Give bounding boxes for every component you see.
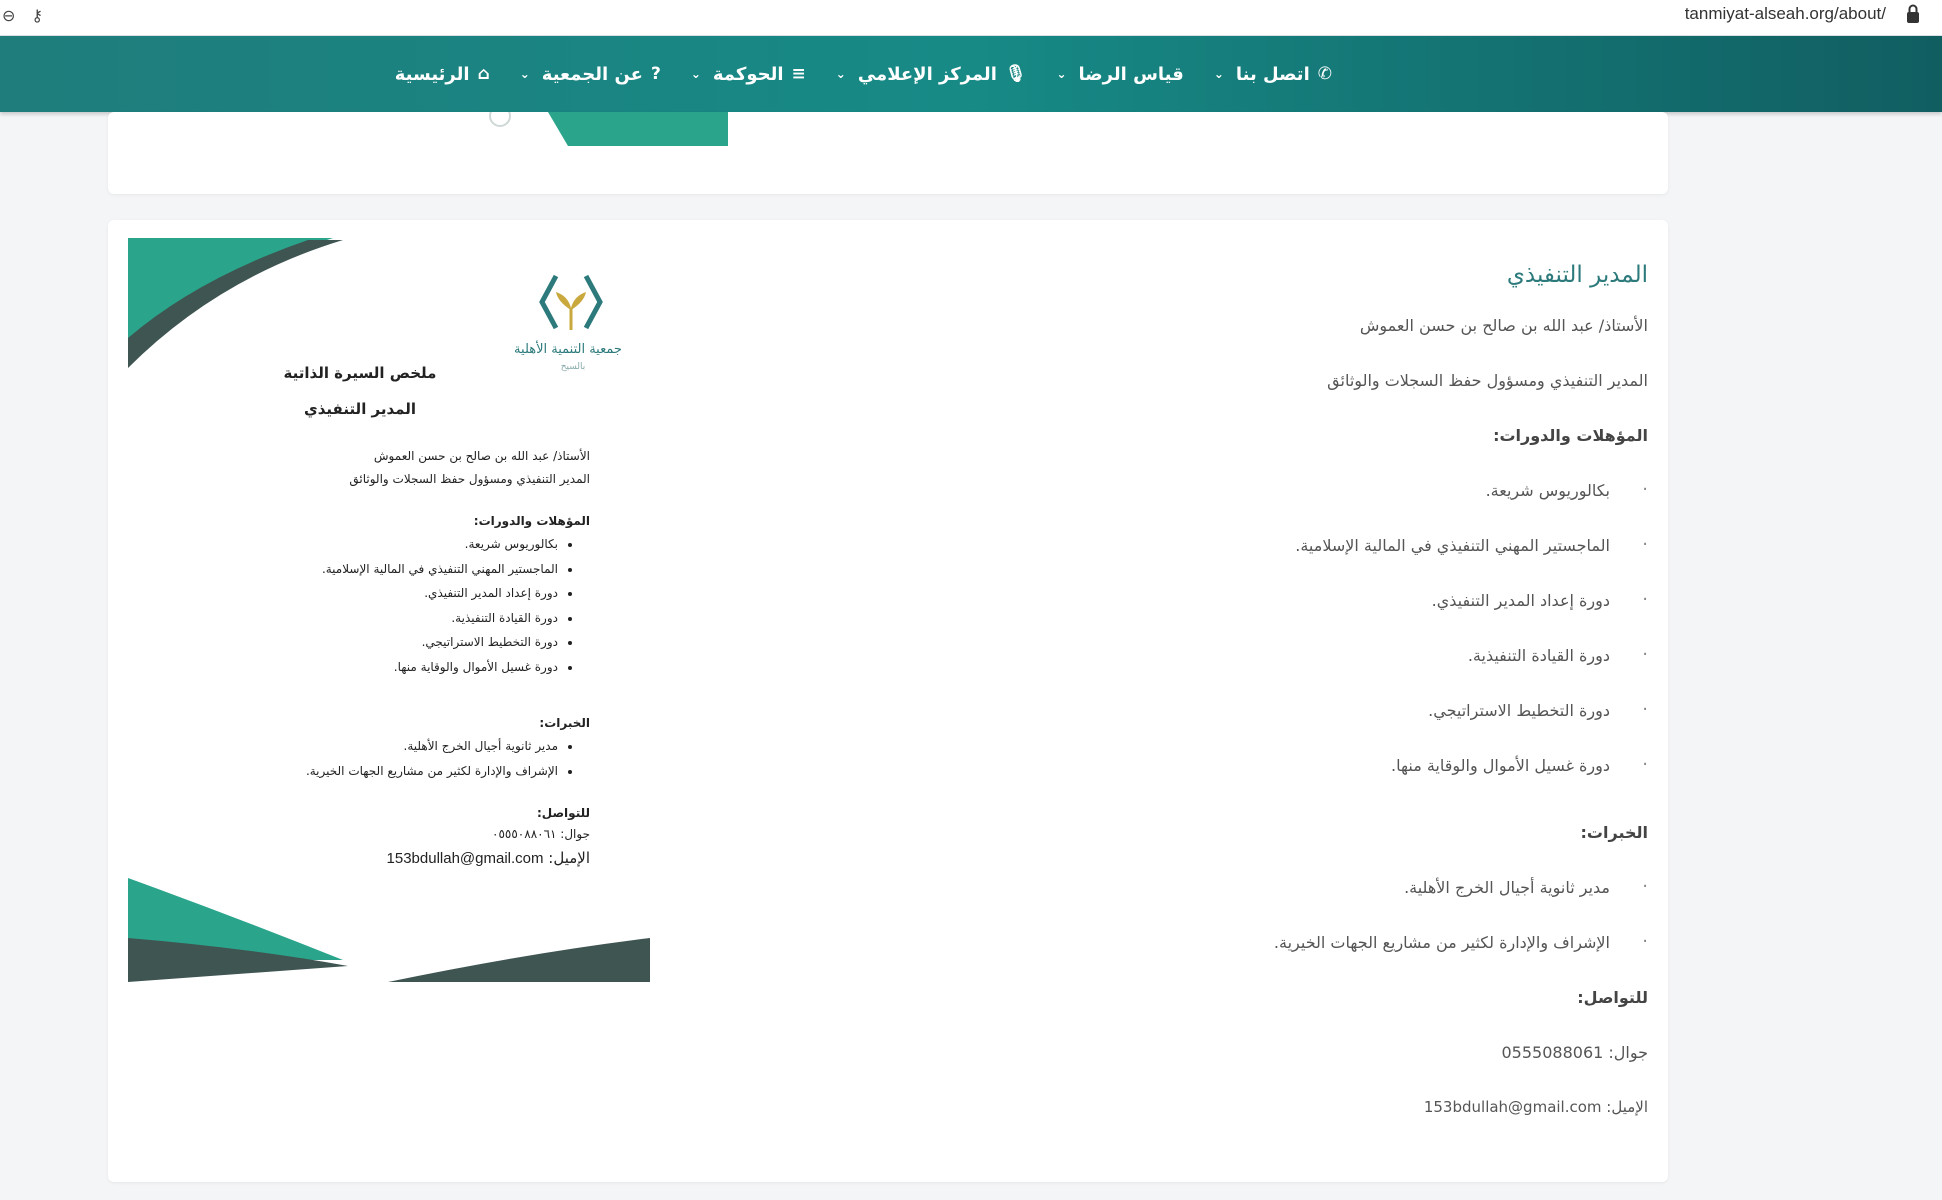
- contact-heading: للتواصل:: [1577, 988, 1648, 1007]
- list-item: • مدير ثانوية أجيال الخرج الأهلية.: [170, 734, 558, 759]
- nav-item-home[interactable]: [395, 64, 490, 85]
- nav-item-label: الرئيسية: [394, 63, 470, 85]
- resume-org-sub: بالسيح: [560, 362, 586, 372]
- main-navigation: [0, 36, 1942, 112]
- list-item: • الماجستير المهني التنفيذي في المالية الإسلامية.: [170, 557, 558, 582]
- executive-director-card: [108, 220, 1668, 1182]
- nav-item-label: اتصل بنا: [1235, 63, 1310, 85]
- browser-left-icons: [2, 6, 43, 25]
- list-item: • دورة التخطيط الاستراتيجي.: [170, 630, 558, 655]
- list-item: • دورة غسيل الأموال والوقاية منها.: [170, 655, 558, 680]
- qualifications-list: [788, 481, 1648, 775]
- nav-item-label: عن الجمعية: [541, 63, 643, 85]
- menu-icon: ≡: [791, 64, 806, 84]
- profile-title: المدير التنفيذي: [1506, 262, 1648, 288]
- profile-content: [788, 240, 1648, 1152]
- url-text[interactable]: tanmiyat-alseah.org/about/: [1684, 4, 1886, 23]
- resume-contact-heading: للتواصل:: [536, 806, 590, 820]
- chevron-down-icon: ⌄: [1056, 67, 1067, 81]
- chevron-down-icon: ⌄: [519, 67, 530, 81]
- profile-role: المدير التنفيذي ومسؤول حفظ السجلات والوثائق: [1327, 371, 1648, 390]
- resume-org-name: جمعية التنمية الأهلية: [514, 342, 622, 357]
- list-item: · الماجستير المهني التنفيذي في المالية الإسلامية.: [788, 536, 1648, 555]
- site-info-icon[interactable]: ⊖: [2, 6, 16, 25]
- previous-card: [108, 112, 1668, 194]
- resume-qual-heading: المؤهلات والدورات:: [473, 514, 590, 528]
- resume-heading-title: المدير التنفيذي: [303, 400, 417, 418]
- phone-icon: ✆: [1317, 64, 1332, 84]
- contact-email[interactable]: الإميل: 153bdullah@gmail.com: [1423, 1098, 1648, 1116]
- resume-name: الأستاذ/ عبد الله بن صالح بن حسن العموش: [373, 449, 590, 463]
- resume-mobile: جوال: ٠٥٥٥٠٨٨٠٦١: [492, 827, 590, 841]
- previous-image-fragment: [438, 112, 728, 146]
- chevron-down-icon: ⌄: [690, 67, 701, 81]
- list-item: · دورة القيادة التنفيذية.: [788, 646, 1648, 665]
- resume-email-line: [170, 846, 590, 871]
- experience-heading: الخبرات:: [1580, 823, 1648, 842]
- microphone-icon: 🎙: [1004, 64, 1027, 84]
- resume-image: [128, 238, 650, 982]
- list-item: · دورة غسيل الأموال والوقاية منها.: [788, 756, 1648, 775]
- list-item: • دورة القيادة التنفيذية.: [170, 606, 558, 631]
- list-item: • الإشراف والإدارة لكثير من مشاريع الجهات الخيرية.: [170, 759, 558, 784]
- nav-item-label: المركز الإعلامي: [857, 63, 997, 85]
- nav-item-media-center[interactable]: [836, 64, 1027, 85]
- list-item: · بكالوريوس شريعة.: [788, 481, 1648, 500]
- chevron-down-icon: ⌄: [835, 67, 846, 81]
- resume-heading-summary: ملخص السيرة الذاتية: [283, 364, 437, 382]
- qualifications-heading: المؤهلات والدورات:: [1493, 426, 1648, 445]
- nav-item-governance[interactable]: [691, 64, 806, 85]
- resume-exp-heading: الخبرات:: [539, 716, 590, 730]
- lock-icon: [1906, 4, 1920, 24]
- resume-role: المدير التنفيذي ومسؤول حفظ السجلات والوثائق: [349, 472, 590, 486]
- list-item: · دورة التخطيط الاستراتيجي.: [788, 701, 1648, 720]
- list-item: · الإشراف والإدارة لكثير من مشاريع الجهات الخيرية.: [788, 933, 1648, 952]
- home-icon: ⌂: [477, 64, 490, 84]
- nav-item-about[interactable]: [520, 64, 661, 85]
- list-item: · دورة إعداد المدير التنفيذي.: [788, 591, 1648, 610]
- nav-item-label: قياس الرضا: [1078, 63, 1184, 85]
- resume-exp-list: [170, 734, 590, 783]
- resume-qual-list: [170, 532, 590, 679]
- list-item: • دورة إعداد المدير التنفيذي.: [170, 581, 558, 606]
- list-item: · مدير ثانوية أجيال الخرج الأهلية.: [788, 878, 1648, 897]
- key-icon[interactable]: ⚷: [31, 6, 44, 25]
- list-item: • بكالوريوس شريعة.: [170, 532, 558, 557]
- chevron-down-icon: ⌄: [1213, 67, 1224, 81]
- nav-item-satisfaction[interactable]: [1056, 64, 1183, 85]
- resume-email-label: الإميل:: [548, 849, 590, 867]
- organization-logo-icon: [536, 270, 606, 344]
- question-icon: ?: [650, 64, 661, 84]
- contact-mobile: جوال: 0555088061: [1501, 1043, 1648, 1062]
- browser-address-bar: [0, 0, 1942, 36]
- profile-name: الأستاذ/ عبد الله بن صالح بن حسن العموش: [1359, 316, 1648, 335]
- nav-item-contact[interactable]: [1214, 64, 1332, 85]
- experience-list: [788, 878, 1648, 952]
- nav-item-label: الحوكمة: [712, 63, 784, 85]
- resume-email: 153bdullah@gmail.com: [386, 850, 544, 867]
